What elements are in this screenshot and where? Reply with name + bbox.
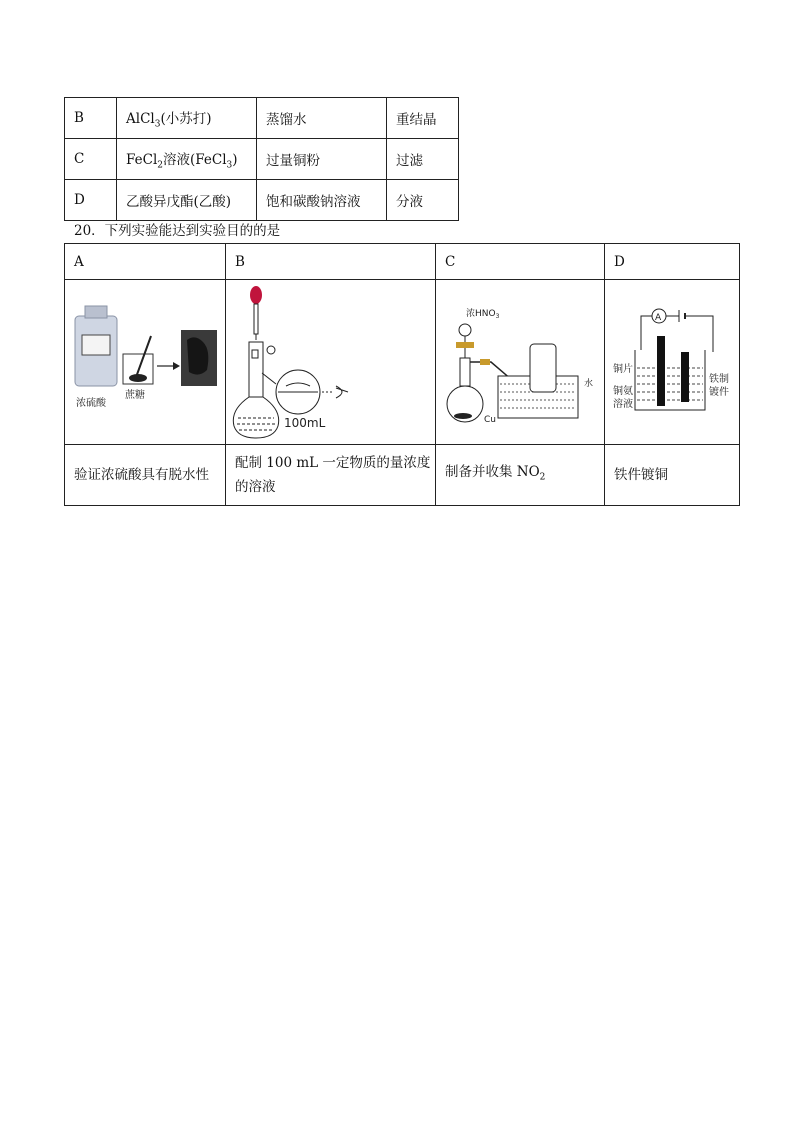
solution-lines	[637, 368, 703, 400]
copper-label: 铜片	[613, 364, 633, 375]
dropper-bulb	[250, 286, 262, 304]
subscript: 3	[154, 119, 161, 130]
solution-label-1: 铜氨	[613, 386, 633, 397]
zoom-pointer	[262, 373, 276, 384]
arrow-head-icon	[173, 362, 180, 370]
reagent-cell: 饱和碳酸钠溶液	[257, 180, 387, 221]
stopper-icon	[267, 346, 275, 354]
substance-cell	[117, 139, 257, 180]
header-b: B	[226, 244, 436, 280]
option-cell: C	[65, 139, 117, 180]
wire-right	[685, 316, 713, 352]
gas-collector	[530, 344, 556, 392]
purification-table	[64, 97, 459, 221]
electroplating-figure	[605, 280, 737, 440]
caption-c	[436, 445, 605, 506]
header-c: C	[436, 244, 605, 280]
acid-label-text: 浓HNO	[466, 309, 496, 319]
flask-neck	[460, 358, 470, 386]
header-row	[65, 244, 740, 280]
impurity-text: (小苏打)	[160, 110, 212, 127]
metal-label: Cu	[484, 415, 496, 425]
sugar-pile	[129, 374, 147, 382]
volumetric-flask-figure	[226, 280, 426, 440]
bottle-caption: 浓硫酸	[76, 398, 106, 409]
substance-cell	[117, 98, 257, 139]
dropper-tube	[254, 304, 258, 334]
header-a: A	[65, 244, 226, 280]
stopcock	[456, 342, 474, 348]
table-row	[65, 139, 459, 180]
iron-label-1: 铁制	[709, 374, 729, 385]
caption-c-text: 制备并收集 NO	[445, 464, 540, 481]
acid-label	[466, 307, 500, 320]
substance-text: )	[232, 151, 238, 168]
figure-b-cell	[226, 280, 436, 445]
table-row	[65, 180, 459, 221]
copper-pieces	[454, 413, 472, 419]
volume-label: 100mL	[284, 416, 326, 430]
experiment-table	[64, 243, 740, 506]
figure-d-cell	[605, 280, 740, 445]
ammeter-label: A	[655, 313, 662, 323]
substance-text: AlCl	[126, 110, 155, 127]
method-cell: 重结晶	[387, 98, 459, 139]
table-row	[65, 98, 459, 139]
meniscus-curve	[286, 383, 310, 386]
separatory-funnel	[459, 324, 471, 336]
solution-label-2: 溶液	[613, 399, 633, 410]
subscript: 3	[226, 160, 233, 171]
reagent-cell: 过量铜粉	[257, 139, 387, 180]
method-cell: 分液	[387, 180, 459, 221]
eye-icon	[336, 386, 348, 398]
tube-joint	[480, 359, 490, 365]
option-cell: D	[65, 180, 117, 221]
header-d: D	[605, 244, 740, 280]
bottle-label	[82, 335, 110, 355]
iron-label-2: 镀件	[709, 387, 729, 398]
sulfuric-acid-sugar-figure	[65, 280, 225, 440]
figure-c-cell	[436, 280, 605, 445]
reagent-cell: 蒸馏水	[257, 98, 387, 139]
no2-collection-figure	[436, 280, 602, 440]
substance-text: 溶液(FeCl	[163, 151, 227, 168]
subscript: 2	[157, 160, 163, 171]
acid-label-sub: 3	[495, 313, 500, 320]
bottle-stopper	[85, 306, 107, 318]
method-cell: 过滤	[387, 139, 459, 180]
question-text: 20．下列实验能达到实验目的的是	[74, 223, 281, 239]
option-cell: B	[65, 98, 117, 139]
beaker	[635, 350, 705, 410]
caption-row	[65, 445, 740, 506]
substance-cell: 乙酸异戊酯(乙酸)	[117, 180, 257, 221]
copper-electrode	[657, 336, 665, 406]
figure-row	[65, 280, 740, 445]
caption-d: 铁件镀铜	[605, 445, 740, 506]
caption-b: 配制 100 mL 一定物质的量浓度的溶液	[226, 445, 436, 506]
caption-c-sub: 2	[539, 472, 546, 483]
substance-text: FeCl	[126, 151, 158, 168]
beaker-caption: 蔗糖	[125, 390, 145, 401]
iron-electrode	[681, 352, 689, 402]
water-label: 水	[584, 379, 594, 389]
caption-a: 验证浓硫酸具有脱水性	[65, 445, 226, 506]
figure-a-cell	[65, 280, 226, 445]
